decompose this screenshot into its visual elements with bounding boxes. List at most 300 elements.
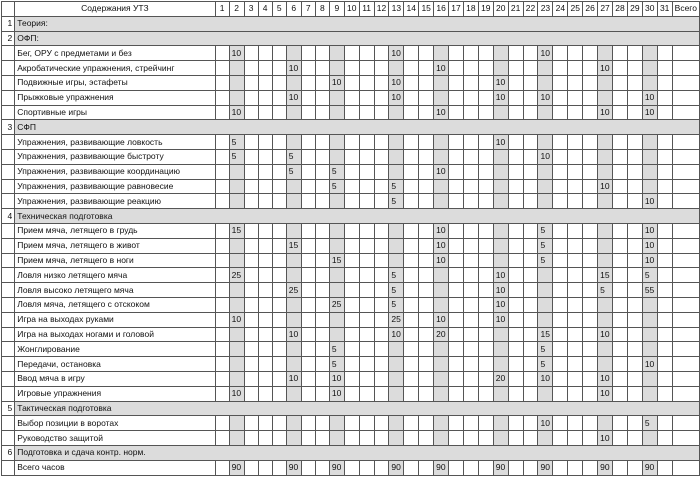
day-cell xyxy=(568,327,583,342)
day-cell xyxy=(344,105,359,120)
day-cell xyxy=(244,386,258,401)
day-cell xyxy=(374,46,389,61)
day-cell xyxy=(463,297,478,312)
day-cell xyxy=(523,61,538,76)
day-cell xyxy=(315,90,329,105)
day-cell xyxy=(404,61,419,76)
day-cell xyxy=(244,61,258,76)
day-cell xyxy=(419,46,434,61)
table-row xyxy=(2,253,700,268)
day-cell xyxy=(258,357,272,372)
day-cell xyxy=(523,179,538,194)
day-cell xyxy=(315,238,329,253)
day-cell xyxy=(419,75,434,90)
day-cell xyxy=(374,135,389,150)
day-header-11: 11 xyxy=(359,2,374,17)
day-cell xyxy=(493,149,508,164)
day-cell: 15 xyxy=(286,238,301,253)
day-cell xyxy=(286,105,301,120)
day-cell xyxy=(315,149,329,164)
row-number-cell xyxy=(2,179,15,194)
day-cell xyxy=(344,46,359,61)
day-cell: 10 xyxy=(389,75,404,90)
day-cell xyxy=(258,283,272,298)
day-cell xyxy=(359,416,374,431)
day-cell xyxy=(419,431,434,446)
day-header-17: 17 xyxy=(449,2,464,17)
day-cell xyxy=(419,61,434,76)
day-cell xyxy=(244,371,258,386)
day-cell: 10 xyxy=(538,371,553,386)
day-cell xyxy=(344,297,359,312)
day-cell xyxy=(523,327,538,342)
section-title: Подготовка и сдача контр. норм. xyxy=(15,445,700,460)
day-cell: 10 xyxy=(329,371,344,386)
table-row xyxy=(2,431,700,446)
day-cell xyxy=(244,357,258,372)
day-cell: 10 xyxy=(493,268,508,283)
day-cell xyxy=(258,460,272,475)
day-cell xyxy=(553,342,568,357)
day-cell xyxy=(244,90,258,105)
row-number-cell xyxy=(2,357,15,372)
day-cell xyxy=(301,312,315,327)
day-cell xyxy=(258,238,272,253)
day-cell xyxy=(329,416,344,431)
day-cell xyxy=(657,223,672,238)
day-cell xyxy=(493,223,508,238)
day-cell xyxy=(583,386,598,401)
day-cell xyxy=(359,46,374,61)
day-cell xyxy=(508,327,523,342)
day-cell: 25 xyxy=(389,312,404,327)
day-cell xyxy=(598,357,613,372)
day-cell xyxy=(258,46,272,61)
day-cell xyxy=(568,194,583,209)
day-cell xyxy=(493,105,508,120)
day-cell xyxy=(657,371,672,386)
day-cell xyxy=(389,135,404,150)
day-cell xyxy=(301,268,315,283)
row-label: Ввод мяча в игру xyxy=(15,371,215,386)
table-row xyxy=(2,312,700,327)
day-cell xyxy=(244,342,258,357)
day-cell xyxy=(229,164,244,179)
section-row xyxy=(2,401,700,416)
day-cell xyxy=(449,312,464,327)
day-cell xyxy=(404,431,419,446)
day-cell: 10 xyxy=(434,223,449,238)
row-number-cell xyxy=(2,297,15,312)
row-number-cell xyxy=(2,61,15,76)
day-cell xyxy=(583,179,598,194)
day-cell: 20 xyxy=(493,371,508,386)
day-cell xyxy=(229,90,244,105)
day-cell xyxy=(463,371,478,386)
day-cell xyxy=(523,357,538,372)
day-header-15: 15 xyxy=(419,2,434,17)
day-cell xyxy=(583,327,598,342)
day-cell xyxy=(244,194,258,209)
day-cell xyxy=(553,357,568,372)
day-cell: 20 xyxy=(434,327,449,342)
row-number-cell xyxy=(2,149,15,164)
day-cell xyxy=(523,297,538,312)
day-cell xyxy=(449,342,464,357)
day-cell: 5 xyxy=(286,149,301,164)
day-cell xyxy=(642,135,657,150)
day-cell xyxy=(508,371,523,386)
day-cell: 10 xyxy=(434,61,449,76)
section-title: Тактическая подготовка xyxy=(15,401,700,416)
day-cell xyxy=(434,431,449,446)
day-cell xyxy=(553,327,568,342)
day-cell xyxy=(627,194,642,209)
table-row xyxy=(2,386,700,401)
day-cell xyxy=(523,460,538,475)
row-label: Подвижные игры, эстафеты xyxy=(15,75,215,90)
day-cell xyxy=(419,253,434,268)
table-row xyxy=(2,149,700,164)
day-cell xyxy=(344,386,359,401)
day-cell xyxy=(419,327,434,342)
day-cell xyxy=(478,135,493,150)
day-cell xyxy=(613,386,628,401)
day-cell xyxy=(627,416,642,431)
row-label: Акробатические упражнения, стрейчинг xyxy=(15,61,215,76)
day-cell xyxy=(229,253,244,268)
day-cell xyxy=(344,371,359,386)
day-cell xyxy=(215,194,229,209)
day-cell: 5 xyxy=(389,194,404,209)
day-cell xyxy=(553,46,568,61)
day-cell xyxy=(315,386,329,401)
table-row xyxy=(2,105,700,120)
day-cell xyxy=(286,46,301,61)
day-cell xyxy=(463,46,478,61)
row-label: Выбор позиции в воротах xyxy=(15,416,215,431)
row-number-cell xyxy=(2,371,15,386)
day-cell xyxy=(434,283,449,298)
day-cell xyxy=(449,179,464,194)
day-header-10: 10 xyxy=(344,2,359,17)
day-cell xyxy=(315,431,329,446)
day-cell xyxy=(478,61,493,76)
day-header-26: 26 xyxy=(583,2,598,17)
total-cell xyxy=(672,223,699,238)
day-cell xyxy=(359,431,374,446)
day-header-29: 29 xyxy=(627,2,642,17)
day-cell xyxy=(523,238,538,253)
day-cell xyxy=(389,342,404,357)
day-cell xyxy=(404,312,419,327)
table-row xyxy=(2,416,700,431)
day-cell xyxy=(613,342,628,357)
day-cell xyxy=(449,253,464,268)
day-cell xyxy=(344,135,359,150)
day-cell xyxy=(244,75,258,90)
day-cell xyxy=(215,46,229,61)
day-cell xyxy=(329,431,344,446)
day-cell xyxy=(449,149,464,164)
day-cell xyxy=(359,327,374,342)
total-cell xyxy=(672,416,699,431)
day-cell xyxy=(359,90,374,105)
day-cell xyxy=(344,357,359,372)
day-cell xyxy=(359,312,374,327)
day-cell xyxy=(434,357,449,372)
day-cell xyxy=(493,342,508,357)
day-cell xyxy=(301,297,315,312)
day-cell xyxy=(301,342,315,357)
day-cell xyxy=(374,460,389,475)
day-cell xyxy=(359,194,374,209)
day-cell xyxy=(419,149,434,164)
table-row xyxy=(2,342,700,357)
day-cell xyxy=(404,223,419,238)
day-cell xyxy=(344,164,359,179)
day-cell xyxy=(272,135,286,150)
day-header-13: 13 xyxy=(389,2,404,17)
day-cell xyxy=(404,297,419,312)
day-cell xyxy=(568,105,583,120)
day-cell xyxy=(449,431,464,446)
day-cell xyxy=(434,75,449,90)
day-cell xyxy=(627,297,642,312)
day-cell xyxy=(258,342,272,357)
day-cell xyxy=(627,105,642,120)
day-cell xyxy=(329,312,344,327)
day-cell xyxy=(329,283,344,298)
day-cell xyxy=(568,135,583,150)
day-header-6: 6 xyxy=(286,2,301,17)
day-cell: 10 xyxy=(286,90,301,105)
day-cell xyxy=(613,460,628,475)
row-label: Игра на выходах руками xyxy=(15,312,215,327)
day-cell xyxy=(553,194,568,209)
day-cell xyxy=(244,105,258,120)
total-cell xyxy=(672,371,699,386)
day-cell xyxy=(215,149,229,164)
day-cell xyxy=(523,105,538,120)
day-cell xyxy=(508,342,523,357)
header-row xyxy=(2,2,700,17)
day-cell xyxy=(493,327,508,342)
row-number-cell xyxy=(2,283,15,298)
total-cell xyxy=(672,268,699,283)
day-cell xyxy=(215,327,229,342)
day-cell xyxy=(627,61,642,76)
day-cell: 10 xyxy=(538,149,553,164)
day-cell xyxy=(434,297,449,312)
day-cell xyxy=(642,179,657,194)
day-cell xyxy=(215,431,229,446)
day-cell xyxy=(258,416,272,431)
day-cell: 90 xyxy=(286,460,301,475)
day-cell xyxy=(272,46,286,61)
day-cell: 5 xyxy=(598,283,613,298)
day-cell xyxy=(244,253,258,268)
day-cell xyxy=(315,342,329,357)
table-row xyxy=(2,327,700,342)
day-cell xyxy=(359,386,374,401)
day-header-19: 19 xyxy=(478,2,493,17)
day-cell xyxy=(301,386,315,401)
table-row xyxy=(2,135,700,150)
day-cell xyxy=(449,386,464,401)
day-cell xyxy=(657,342,672,357)
day-cell xyxy=(627,238,642,253)
day-cell: 5 xyxy=(538,342,553,357)
day-cell xyxy=(286,312,301,327)
day-cell xyxy=(315,297,329,312)
day-cell xyxy=(568,253,583,268)
day-cell xyxy=(493,61,508,76)
total-cell xyxy=(672,46,699,61)
day-header-30: 30 xyxy=(642,2,657,17)
day-cell: 10 xyxy=(329,75,344,90)
day-cell xyxy=(449,164,464,179)
row-label: Прием мяча, летящего в живот xyxy=(15,238,215,253)
row-number-cell xyxy=(2,312,15,327)
day-cell: 10 xyxy=(493,297,508,312)
day-cell xyxy=(258,297,272,312)
day-cell: 5 xyxy=(538,253,553,268)
day-cell xyxy=(449,223,464,238)
day-cell xyxy=(329,46,344,61)
day-cell: 90 xyxy=(493,460,508,475)
day-cell xyxy=(449,75,464,90)
day-cell xyxy=(508,164,523,179)
day-cell xyxy=(301,416,315,431)
day-cell xyxy=(598,194,613,209)
day-cell xyxy=(538,431,553,446)
day-cell xyxy=(508,283,523,298)
day-cell: 10 xyxy=(598,179,613,194)
day-cell xyxy=(359,253,374,268)
day-cell xyxy=(272,327,286,342)
day-cell xyxy=(359,238,374,253)
day-cell xyxy=(613,90,628,105)
total-cell xyxy=(672,283,699,298)
day-cell xyxy=(329,149,344,164)
row-number-cell xyxy=(2,431,15,446)
day-cell xyxy=(478,431,493,446)
day-cell xyxy=(244,327,258,342)
total-header: Всего xyxy=(672,2,699,17)
day-cell xyxy=(374,431,389,446)
day-cell xyxy=(657,194,672,209)
day-cell xyxy=(229,357,244,372)
day-header-20: 20 xyxy=(493,2,508,17)
day-cell xyxy=(374,75,389,90)
day-cell: 90 xyxy=(642,460,657,475)
day-cell xyxy=(613,327,628,342)
day-cell: 90 xyxy=(434,460,449,475)
day-cell xyxy=(523,90,538,105)
day-cell xyxy=(272,283,286,298)
day-cell xyxy=(374,386,389,401)
day-cell xyxy=(553,268,568,283)
day-cell xyxy=(478,164,493,179)
day-cell xyxy=(627,46,642,61)
total-cell xyxy=(672,164,699,179)
day-cell: 90 xyxy=(229,460,244,475)
day-cell xyxy=(463,386,478,401)
day-cell xyxy=(301,253,315,268)
day-cell xyxy=(404,283,419,298)
day-header-23: 23 xyxy=(538,2,553,17)
day-cell xyxy=(568,283,583,298)
table-row xyxy=(2,194,700,209)
day-cell xyxy=(553,312,568,327)
day-cell xyxy=(286,416,301,431)
row-label: Передачи, остановка xyxy=(15,357,215,372)
day-cell xyxy=(272,268,286,283)
day-cell: 10 xyxy=(286,327,301,342)
day-cell xyxy=(329,268,344,283)
row-number-cell xyxy=(2,253,15,268)
day-cell xyxy=(657,312,672,327)
day-cell xyxy=(229,194,244,209)
total-cell xyxy=(672,135,699,150)
day-cell xyxy=(374,371,389,386)
day-cell xyxy=(642,386,657,401)
day-header-1: 1 xyxy=(215,2,229,17)
day-cell: 10 xyxy=(598,327,613,342)
day-cell xyxy=(657,297,672,312)
day-cell xyxy=(229,61,244,76)
day-cell xyxy=(613,164,628,179)
day-cell xyxy=(508,386,523,401)
day-cell xyxy=(404,179,419,194)
day-cell xyxy=(642,164,657,179)
day-cell xyxy=(568,268,583,283)
day-cell xyxy=(613,149,628,164)
day-cell: 10 xyxy=(598,105,613,120)
day-cell xyxy=(419,312,434,327)
day-cell xyxy=(583,416,598,431)
day-cell: 25 xyxy=(329,297,344,312)
row-number-cell xyxy=(2,164,15,179)
day-cell xyxy=(478,223,493,238)
day-cell xyxy=(244,223,258,238)
day-cell xyxy=(404,357,419,372)
day-cell xyxy=(344,327,359,342)
day-cell: 55 xyxy=(642,283,657,298)
day-cell xyxy=(359,179,374,194)
day-cell: 5 xyxy=(286,164,301,179)
day-cell: 10 xyxy=(229,386,244,401)
row-label: Ловля мяча, летящего с отскоком xyxy=(15,297,215,312)
day-cell xyxy=(374,283,389,298)
day-header-4: 4 xyxy=(258,2,272,17)
day-cell xyxy=(404,149,419,164)
day-cell xyxy=(478,179,493,194)
day-cell xyxy=(627,460,642,475)
day-cell xyxy=(627,135,642,150)
day-cell xyxy=(329,135,344,150)
day-cell xyxy=(301,460,315,475)
day-cell xyxy=(478,105,493,120)
section-number: 6 xyxy=(2,445,15,460)
day-cell xyxy=(627,253,642,268)
day-cell xyxy=(215,297,229,312)
day-cell xyxy=(374,223,389,238)
day-cell xyxy=(657,268,672,283)
day-cell xyxy=(244,312,258,327)
day-cell xyxy=(404,238,419,253)
